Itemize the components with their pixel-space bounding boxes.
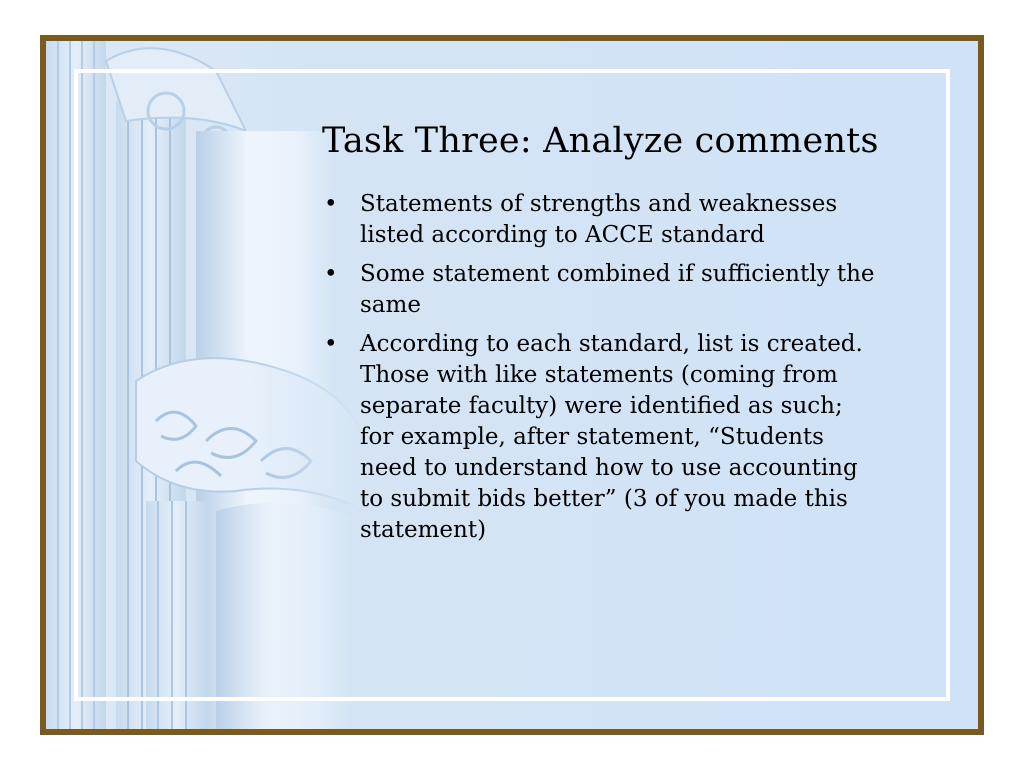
bullet-list — [322, 189, 882, 546]
bullet-marker: • — [324, 261, 338, 287]
slide-frame — [40, 35, 984, 735]
bullet-text: Some statement combined if sufficiently the same — [360, 261, 875, 318]
bullet-text: According to each standard, list is created. Those with like statements (coming from separate faculty) were identified as such; for example, after statement, “Students need to understand how to use accounting to submit bids better” (3 of you made this statement) — [360, 331, 863, 543]
bullet-text: Statements of strengths and weaknesses listed according to ACCE standard — [360, 191, 838, 248]
bullet-item — [322, 189, 882, 251]
bullet-item — [322, 259, 882, 321]
bullet-marker: • — [324, 331, 338, 357]
slide-title: Task Three: Analyze comments — [322, 121, 879, 161]
slide-content — [322, 119, 922, 554]
bullet-item — [322, 329, 882, 546]
bullet-marker: • — [324, 191, 338, 217]
